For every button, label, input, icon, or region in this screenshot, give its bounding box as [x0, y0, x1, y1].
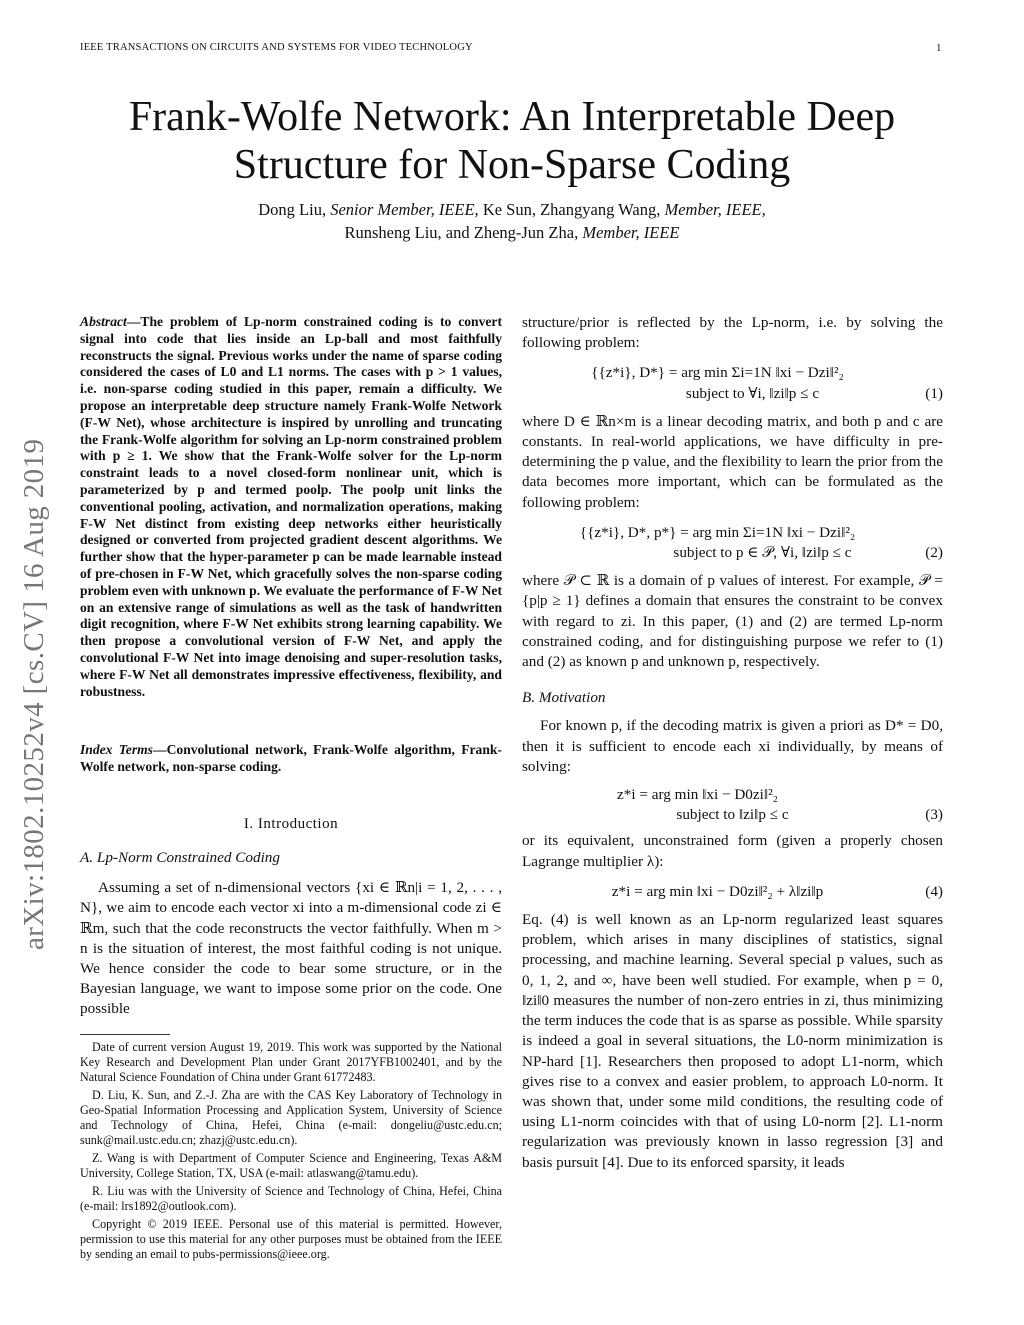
equation-3-line-2: subject to ‖zi‖p ≤ c	[676, 806, 789, 824]
abstract	[80, 314, 502, 700]
subsection-a	[80, 848, 502, 1020]
equation-4	[522, 882, 943, 902]
index-terms-label: Index Terms	[80, 742, 153, 757]
footnote-copyright: Copyright © 2019 IEEE. Personal use of this material is permitted. However, permission to use this material for any other purposes must be obtained from the IEEE by sending an email to pubs-permissions@ieee.org.	[80, 1217, 502, 1261]
author-3-role: Member, IEEE	[582, 223, 680, 242]
equation-3-number: (3)	[925, 806, 943, 824]
author-list	[60, 198, 964, 244]
right-column	[522, 313, 943, 1173]
equation-4-number: (4)	[925, 882, 943, 900]
right-para-3: where 𝒫 ⊂ ℝ is a domain of p values of interest. For example, 𝒫 = {p|p ≥ 1} defines a domain that ensures the constraint to be convex with regard to zi. In this paper, (1) and (2) are termed Lp-norm constrained coding, and for distinguishing purpose we refer to (1) and (2) as known p and unknown p, respectively.	[522, 572, 943, 671]
section-heading: I. Introduction	[243, 816, 339, 832]
footnote-affil-2: Z. Wang is with Department of Computer Science and Engineering, Texas A&M University, College Station, TX, USA (e-mail: atlaswang@tamu.edu).	[80, 1151, 502, 1180]
equation-1-line-1: {{z*i}, D*} = arg min Σi=1N ‖xi − Dzi‖²₂	[591, 364, 844, 382]
equation-1-number: (1)	[925, 384, 943, 402]
footnotes	[80, 1040, 502, 1265]
author-2: Ke Sun, Zhangyang Wang,	[482, 200, 661, 219]
author-3: Runsheng Liu, and Zheng-Jun Zha,	[344, 223, 579, 242]
running-header: IEEE TRANSACTIONS ON CIRCUITS AND SYSTEMS FOR VIDEO TECHNOLOGY	[80, 42, 473, 53]
right-para-1: structure/prior is reflected by the Lp-norm, i.e. by solving the following problem:	[522, 314, 943, 352]
footnote-dates: Date of current version August 19, 2019. This work was supported by the National Key Research and Development Plan under Grant 2017YFB1002401, and by the Natural Science Foundation of China under Grant 61772483.	[80, 1040, 502, 1084]
author-1: Dong Liu,	[258, 200, 327, 219]
equation-1	[522, 363, 943, 403]
intro-paragraph: Assuming a set of n-dimensional vectors {xi ∈ ℝn|i = 1, 2, . . . , N}, we aim to encode each vector xi into a m-dimensional code zi ∈ ℝm, such that the code reconstructs the vector faithfully. When m > n is the situation of interest, the most faithful coding is not unique. We hence consider the code to bear some structure, or in the Bayesian language, we want to impose some prior on the code. One possible	[80, 879, 502, 1018]
index-terms	[80, 742, 502, 776]
equation-4-body: z*i = arg min ‖xi − D0zi‖²₂ + λ‖zi‖p	[611, 882, 824, 900]
equation-2-number: (2)	[925, 544, 943, 562]
subsection-b-heading: B. Motivation	[522, 689, 606, 707]
equation-2	[522, 523, 943, 563]
right-para-4: For known p, if the decoding matrix is given a priori as D* = D0, then it is sufficient to encode each xi individually, by means of solving:	[522, 717, 943, 775]
footnote-divider	[80, 1034, 170, 1035]
footnote-affil-3: R. Liu was with the University of Science and Technology of China, Hefei, China (e-mail: lrs1892@outlook.com).	[80, 1184, 502, 1213]
equation-3-line-1: z*i = arg min ‖xi − D0zi‖²₂	[617, 786, 778, 804]
right-para-5: or its equivalent, unconstrained form (given a properly chosen Lagrange multiplier λ):	[522, 832, 943, 870]
arxiv-stamp: arXiv:1802.10252v4 [cs.CV] 16 Aug 2019	[18, 438, 50, 950]
abstract-label: Abstract	[80, 314, 127, 329]
right-para-6: Eq. (4) is well known as an Lp-norm regularized least squares problem, which arises in many disciplines of statistics, signal processing, and machine learning. Several special p values, such as 0, 1, 2, and ∞, have been well studied. For example, when p = 0, ‖zi‖0 measures the number of non-zero entries in zi, thus minimizing the term induces the code that is as sparse as possible. While sparsity is indeed a goal in several situations, the L0-norm minimization is NP-hard [1]. Researchers then proposed to adopt L1-norm, which gives rise to a convex and easier problem, to approach L0-norm. It was shown that, under some mild conditions, the resulting code of using L1-norm coincides with that of using L0-norm [2]. L1-norm regularization was previously known in lasso regression [3] and basis pursuit [4]. Due to its enforced sparsity, it leads	[522, 911, 943, 1171]
title-line-1: Frank-Wolfe Network: An Interpretable Deep	[128, 94, 896, 140]
right-para-2: where D ∈ ℝn×m is a linear decoding matrix, and both p and c are constants. In real-world applications, we have difficulty in pre-determining the p value, and the flexibility to learn the prior from the data becomes more important, which can be formulated as the following problem:	[522, 412, 943, 511]
equation-3	[522, 785, 943, 825]
paper-title	[60, 93, 964, 189]
abstract-text: —The problem of Lp-norm constrained coding is to convert signal into code that lies inside an Lp-ball and most faithfully reconstructs the signal. Previous works under the name of sparse coding considered the cases of L0 and L1 norms. The cases with p > 1 values, i.e. non-sparse coding studied in this paper, remain a difficulty. We propose an interpretable deep structure namely Frank-Wolfe Network (F-W Net), whose architecture is inspired by unrolling and truncating the Frank-Wolfe algorithm for solving an Lp-norm constrained problem with p ≥ 1. We show that the Frank-Wolfe solver for the Lp-norm constraint leads to a novel closed-form nonlinear unit, which is parameterized by p and termed poolp. The poolp unit links the conventional pooling, activation, and normalization operations, making F-W Net distinct from existing deep networks either heuristically designed or converted from projected gradient descent algorithms. We further show that the hyper-parameter p can be made learnable instead of pre-chosen in F-W Net, which gracefully solves the non-sparse coding problem even with unknown p. We evaluate the performance of F-W Net on an extensive range of simulations as well as the task of handwritten digit recognition, where F-W Net exhibits strong learning capability. We then propose a convolutional version of F-W Net, and apply the convolutional F-W Net into image denoising and super-resolution tasks, where F-W Net all demonstrates impressive effectiveness, flexibility, and robustness.	[80, 314, 502, 699]
equation-2-line-2: subject to p ∈ 𝒫, ∀i, ‖zi‖p ≤ c	[673, 544, 852, 562]
equation-1-line-2: subject to ∀i, ‖zi‖p ≤ c	[685, 384, 820, 402]
footnote-affil-1: D. Liu, K. Sun, and Z.-J. Zha are with the CAS Key Laboratory of Technology in Geo-Spatial Information Processing and Application System, University of Science and Technology of China, Hefei, China (e-mail: dongeliu@ustc.edu.cn; sunk@mail.ustc.edu.cn; zhazj@ustc.edu.cn).	[80, 1088, 502, 1147]
author-1-role: Senior Member, IEEE,	[330, 200, 479, 219]
subsection-a-heading: A. Lp-Norm Constrained Coding	[80, 849, 280, 866]
title-line-2: Structure for Non-Sparse Coding	[233, 142, 791, 188]
index-terms-text: —Convolutional network, Frank-Wolfe algorithm, Frank-Wolfe network, non-sparse coding.	[80, 742, 502, 774]
equation-2-line-1: {{z*i}, D*, p*} = arg min Σi=1N ‖xi − Dzi‖²₂	[579, 523, 856, 541]
author-2-role: Member, IEEE,	[664, 200, 766, 219]
page-number: 1	[936, 42, 942, 54]
